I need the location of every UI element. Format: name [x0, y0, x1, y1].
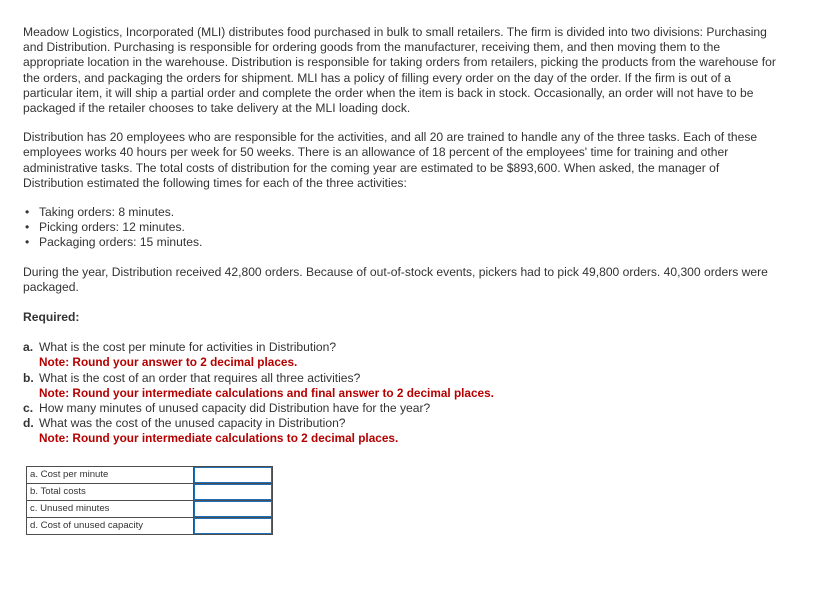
answer-label: a. Cost per minute [27, 467, 194, 484]
required-item-c [23, 401, 783, 416]
table-row [27, 501, 273, 518]
required-item-note: Note: Round your intermediate calculations and final answer to 2 decimal places. [39, 385, 494, 400]
required-item-letter: a. [23, 340, 34, 355]
list-item: • Packaging orders: 15 minutes. [39, 235, 783, 250]
answer-cell [194, 518, 273, 535]
required-item-text: What is the cost per minute for activities in Distribution? [39, 340, 337, 355]
activity-times-list [23, 205, 783, 251]
cost-of-unused-capacity-input[interactable] [194, 518, 272, 534]
problem-content [23, 25, 783, 447]
problem-paragraph-2: Distribution has 20 employees who are responsible for the activities, and all 20 are trained to handle any of the three tasks. Each of these employees works 40 hours per week for 50 weeks. There is an allowance of 18 percent of the employees' time for training and other administrative tasks. The total costs of distribution for the coming year are estimated to be $893,600. When asked, the manager of Distribution estimated the following times for each of the three activities: [23, 130, 758, 190]
required-item-letter: b. [23, 370, 34, 385]
total-costs-input[interactable] [194, 484, 272, 500]
required-item-d [23, 416, 783, 446]
answer-cell [194, 484, 273, 501]
problem-paragraph-3: During the year, Distribution received 42,800 orders. Because of out-of-stock events, pickers had to pick 49,800 orders. 40,300 orders were packaged. [23, 264, 768, 294]
required-item-note: Note: Round your answer to 2 decimal places. [39, 355, 298, 370]
cost-per-minute-input[interactable] [194, 467, 272, 483]
unused-minutes-input[interactable] [194, 501, 272, 517]
answer-label: b. Total costs [27, 484, 194, 501]
list-item: • Picking orders: 12 minutes. [39, 220, 783, 235]
required-item-a [23, 340, 783, 370]
required-item-text: How many minutes of unused capacity did Distribution have for the year? [39, 401, 431, 416]
required-list [23, 340, 783, 446]
required-item-text: What was the cost of the unused capacity in Distribution? [39, 416, 346, 431]
answer-cell [194, 467, 273, 484]
table-row [27, 484, 273, 501]
answer-cell [194, 501, 273, 518]
answer-table [26, 466, 273, 535]
problem-paragraph-1: Meadow Logistics, Incorporated (MLI) distributes food purchased in bulk to small retailers. The firm is divided into two divisions: Purchasing and Distribution. Purchasing is responsible for ordering goods from the manufacturer, receiving them, and then moving them to the appropriate location in the warehouse. Distribution is responsible for taking orders from retailers, picking the products from the warehouse for the orders, and packaging the orders for shipment. MLI has a policy of filling every order on the day of the order. If the firm is out of a particular item, it will ship a partial order and complete the order when the item is back in stock. Occasionally, an order will not have to be packaged if the retailer chooses to take delivery at the MLI loading dock. [23, 25, 776, 116]
required-item-note: Note: Round your intermediate calculations to 2 decimal places. [39, 431, 399, 446]
required-heading: Required: [23, 310, 80, 325]
table-row [27, 518, 273, 535]
answer-label: d. Cost of unused capacity [27, 518, 194, 535]
required-item-b [23, 371, 783, 401]
required-item-text: What is the cost of an order that requires all three activities? [39, 370, 361, 385]
list-item: • Taking orders: 8 minutes. [39, 205, 783, 220]
answer-label: c. Unused minutes [27, 501, 194, 518]
required-item-letter: d. [23, 416, 34, 431]
table-row [27, 467, 273, 484]
required-item-letter: c. [23, 401, 34, 416]
